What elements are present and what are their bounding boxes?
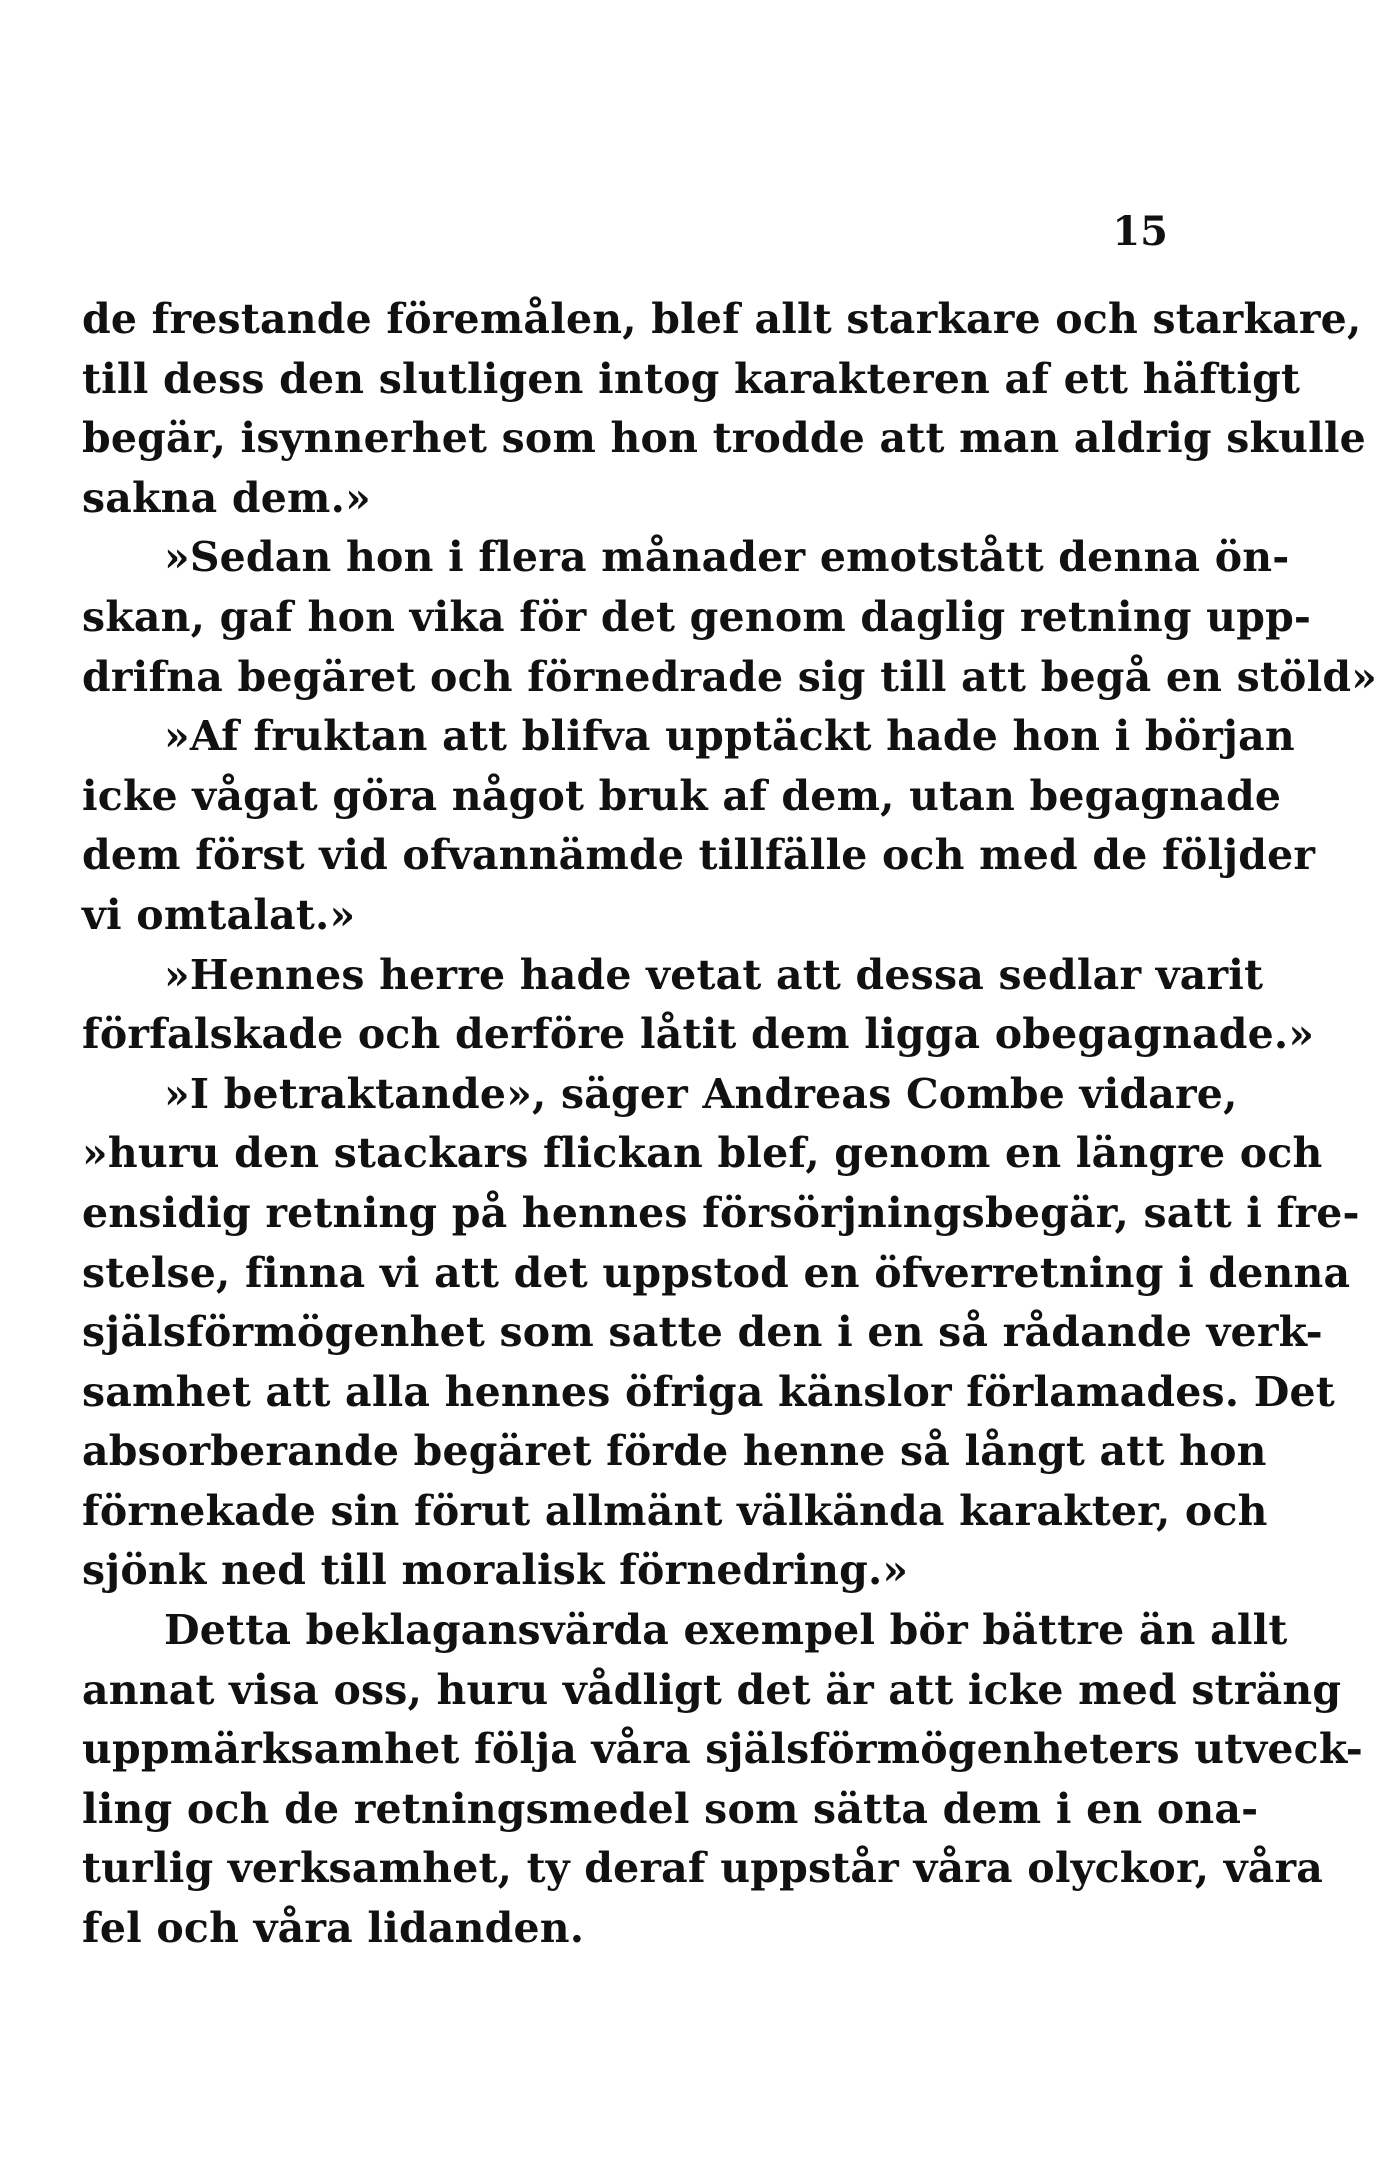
- text-line: dem först vid ofvannämde tillfälle och med de följder: [82, 831, 1316, 880]
- paragraph: [82, 1601, 1363, 1959]
- text-line: stelse, finna vi att det uppstod en öfverretning i denna: [82, 1248, 1351, 1297]
- text-line: förfalskade och derföre låtit dem ligga obegagnade.»: [82, 1010, 1315, 1059]
- text-line: »Sedan hon i flera månader emotstått denna ön-: [164, 533, 1290, 582]
- text-line: begär, isynnerhet som hon trodde att man aldrig skulle: [82, 414, 1366, 463]
- paragraph: [82, 290, 1366, 528]
- text-line: turlig verksamhet, ty deraf uppstår våra olyckor, våra: [82, 1844, 1324, 1893]
- paragraph: [82, 946, 1315, 1065]
- text-line: icke vågat göra något bruk af dem, utan begagnade: [82, 771, 1282, 820]
- text-line: skan, gaf hon vika för det genom daglig retning upp-: [82, 592, 1312, 641]
- text-line: de frestande föremålen, blef allt starkare och starkare,: [82, 295, 1362, 343]
- text-line: absorberande begäret förde henne så långt att hon: [82, 1427, 1267, 1476]
- text-line: samhet att alla hennes öfriga känslor förlamades. Det: [82, 1367, 1335, 1416]
- paragraph: [82, 707, 1316, 945]
- body-text: [82, 290, 1378, 1959]
- text-line: »huru den stackars flickan blef, genom en längre och: [82, 1129, 1323, 1178]
- text-line: »I betraktande», säger Andreas Combe vidare,: [164, 1069, 1238, 1118]
- text-line: ling och de retningsmedel som sätta dem i en ona-: [82, 1784, 1259, 1833]
- text-line: annat visa oss, huru vådligt det är att icke med sträng: [82, 1665, 1342, 1714]
- text-line: »Af fruktan att blifva upptäckt hade hon i början: [164, 712, 1295, 761]
- page-number: 15: [1112, 208, 1168, 255]
- text-line: sakna dem.»: [82, 473, 371, 522]
- text-line: ensidig retning på hennes försörjningsbegär, satt i fre-: [82, 1188, 1360, 1237]
- paragraph: [82, 1065, 1360, 1601]
- text-line: sjönk ned till moralisk förnedring.»: [82, 1546, 909, 1595]
- text-line: själsförmögenhet som satte den i en så rådande verk-: [82, 1308, 1323, 1357]
- text-line: uppmärksamhet följa våra själsförmögenheters utveck-: [82, 1725, 1363, 1774]
- text-line: förnekade sin förut allmänt välkända karakter, och: [82, 1486, 1268, 1535]
- text-line: till dess den slutligen intog karakteren af ett häftigt: [82, 354, 1301, 403]
- text-line: drifna begäret och förnedrade sig till att begå en stöld»: [82, 652, 1378, 701]
- text-line: Detta beklagansvärda exempel bör bättre än allt: [164, 1606, 1288, 1655]
- paragraph: [82, 528, 1378, 707]
- text-line: vi omtalat.»: [82, 890, 356, 939]
- text-line: »Hennes herre hade vetat att dessa sedlar varit: [164, 950, 1264, 999]
- text-line: fel och våra lidanden.: [82, 1904, 585, 1953]
